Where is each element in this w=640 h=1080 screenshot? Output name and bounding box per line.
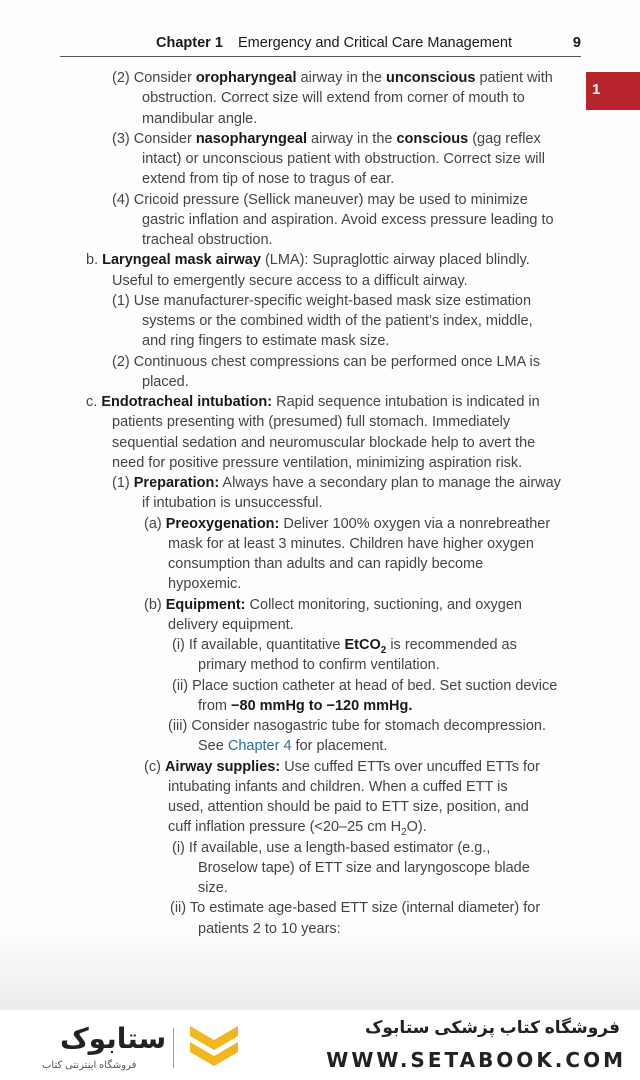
text-run: oropharyngeal	[195, 70, 297, 86]
text-run: Preoxygenation:	[165, 515, 280, 532]
text-run: patient with	[475, 70, 553, 86]
text-run: Supraglottic airway placed blindly.	[312, 252, 530, 269]
text-line	[142, 109, 257, 129]
text-run: c.	[86, 394, 102, 410]
chevron-logo-icon	[186, 1022, 242, 1072]
chapter-link[interactable]: Chapter 4	[227, 738, 292, 755]
text-run: hypoxemic.	[168, 576, 242, 593]
text-run: Airway supplies:	[164, 758, 281, 775]
text-line	[168, 777, 508, 797]
text-run: intubating infants and children. When a cuffed ETT is	[168, 778, 508, 795]
text-line	[142, 88, 525, 108]
text-line	[198, 655, 440, 675]
text-run: b.	[86, 252, 103, 269]
text-run: (1) Use manufacturer-specific weight-based mask size estimation	[112, 292, 532, 309]
text-line	[142, 331, 389, 351]
text-line	[198, 858, 530, 878]
text-line	[112, 129, 541, 149]
text-line	[168, 534, 534, 554]
text-line	[142, 149, 545, 169]
text-run: for placement.	[291, 738, 388, 755]
text-run: See	[198, 738, 228, 755]
text-run: (gag reflex	[468, 130, 541, 147]
text-line	[142, 311, 533, 331]
text-run: Endotracheal intubation:	[101, 394, 273, 410]
text-run: need for positive pressure ventilation, minimizing aspiration risk.	[112, 454, 523, 471]
text-line	[112, 433, 535, 453]
text-run: size.	[198, 880, 228, 896]
text-run: cuff inflation pressure (<20–25 cm H	[168, 819, 402, 836]
text-line	[112, 352, 540, 372]
text-run: (iii) Consider nasogastric tube for stomach decompression.	[168, 718, 546, 734]
chapter-label: Chapter 1	[156, 35, 223, 51]
text-line	[112, 190, 528, 210]
text-run: (i) If available, use a length-based estimator (e.g.,	[172, 839, 491, 856]
text-run: if intubation is unsuccessful.	[142, 495, 323, 512]
text-run: consumption than adults and can rapidly become	[168, 556, 484, 572]
text-line	[172, 838, 490, 858]
page-number: 9	[572, 35, 581, 51]
text-line	[142, 493, 323, 513]
text-line	[112, 68, 553, 88]
text-line	[198, 736, 387, 756]
text-run: (c)	[144, 758, 165, 775]
text-line	[172, 676, 557, 696]
text-run: (3) Consider	[112, 130, 196, 147]
text-run: (1)	[112, 475, 134, 491]
text-run: (ii) Place suction catheter at head of bed. Set suction device	[172, 677, 558, 694]
text-line	[112, 473, 561, 493]
text-line	[86, 250, 530, 270]
text-run: Equipment:	[165, 596, 246, 613]
text-run: obstruction. Correct size will extend from corner of mouth to	[142, 90, 525, 107]
text-run: sequential sedation and neuromuscular blockade help to avert the	[112, 434, 536, 451]
text-line	[86, 392, 540, 412]
text-run: 2	[380, 644, 387, 656]
text-line	[112, 453, 522, 473]
text-run: (b)	[144, 596, 166, 613]
store-logo-subtitle: فروشگاه اینترنتی کتاب	[42, 1060, 137, 1071]
text-run: unconscious	[386, 70, 476, 86]
text-run: delivery equipment.	[168, 616, 294, 633]
text-run: patients 2 to 10 years:	[198, 920, 341, 937]
text-run: patients presenting with (presumed) full stomach. Immediately	[112, 414, 511, 431]
text-run: (2) Continuous chest compressions can be performed once LMA is	[112, 353, 540, 370]
text-run: Preparation:	[133, 475, 220, 491]
text-run: O).	[406, 819, 427, 836]
store-website[interactable]: WWW.SETABOOK.COM	[326, 1048, 626, 1072]
text-run: placed.	[142, 373, 189, 390]
text-line	[142, 169, 394, 189]
text-run: primary method to confirm ventilation.	[198, 657, 440, 674]
text-run: from	[198, 697, 232, 714]
text-run: (LMA):	[260, 252, 313, 269]
text-line	[144, 757, 540, 777]
store-logo-wordmark: ستابوک	[60, 1022, 167, 1055]
text-run: airway in the	[296, 70, 386, 86]
text-line	[142, 372, 189, 392]
text-run: gastric inflation and aspiration. Avoid excess pressure leading to	[142, 211, 554, 228]
text-run: EtCO	[344, 637, 381, 653]
text-run: (2) Consider	[112, 70, 196, 86]
text-run: Always have a secondary plan to manage the airway	[219, 475, 561, 491]
text-run: 2	[401, 827, 407, 839]
text-line	[144, 595, 522, 615]
page-bottom-shadow	[0, 930, 640, 1010]
text-run: (a)	[144, 515, 166, 532]
text-run: Collect monitoring, suctioning, and oxygen	[245, 596, 522, 613]
text-line	[168, 797, 529, 817]
text-run: Deliver 100% oxygen via a nonrebreather	[279, 515, 551, 532]
text-line	[112, 271, 468, 291]
text-line	[112, 291, 531, 311]
text-line	[198, 919, 341, 939]
text-run: is recommended as	[386, 637, 517, 653]
text-run: airway in the	[307, 130, 397, 147]
text-line	[198, 878, 228, 898]
text-line	[142, 230, 273, 250]
text-line	[144, 514, 550, 534]
logo-divider	[173, 1028, 174, 1068]
text-line	[142, 210, 554, 230]
text-run: conscious	[396, 130, 469, 147]
text-run: and ring fingers to estimate mask size.	[142, 333, 390, 350]
text-run: tracheal obstruction.	[142, 232, 273, 248]
text-line	[168, 574, 241, 594]
text-run: used, attention should be paid to ETT size, position, and	[168, 799, 529, 815]
text-run: Laryngeal mask airway	[102, 252, 261, 269]
text-run: Rapid sequence intubation is indicated in	[272, 394, 540, 410]
text-run: Use cuffed ETTs over uncuffed ETTs for	[280, 758, 540, 775]
text-run: mask for at least 3 minutes. Children have higher oxygen	[168, 535, 534, 552]
text-run: (i) If available, quantitative	[172, 637, 345, 653]
text-line	[170, 898, 540, 918]
text-line	[198, 696, 412, 716]
text-run: nasopharyngeal	[195, 130, 308, 147]
text-run: systems or the combined width of the patient’s index, middle,	[142, 313, 533, 329]
store-footer-banner	[0, 1010, 640, 1080]
text-run: (4) Cricoid pressure (Sellick maneuver) may be used to minimize	[112, 191, 528, 208]
text-run: Useful to emergently secure access to a difficult airway.	[112, 272, 468, 289]
chapter-tab-number: 1	[592, 81, 601, 98]
text-run: −80 mmHg to −120 mmHg.	[231, 697, 413, 714]
text-run: extend from tip of nose to tragus of ear.	[142, 171, 395, 188]
store-name: فروشگاه کتاب پزشکی ستابوک	[364, 1018, 620, 1037]
running-head	[60, 34, 581, 57]
text-line	[168, 615, 294, 635]
text-line	[168, 554, 483, 574]
text-line	[168, 716, 546, 736]
text-run: intact) or unconscious patient with obstruction. Correct size will	[142, 151, 545, 167]
chapter-thumb-tab	[586, 72, 640, 110]
text-run: mandibular angle.	[142, 110, 258, 127]
text-run: Broselow tape) of ETT size and laryngoscope blade	[198, 859, 530, 876]
text-run: (ii) To estimate age-based ETT size (internal diameter) for	[170, 900, 541, 917]
chapter-title: Emergency and Critical Care Management	[238, 35, 513, 51]
text-line	[112, 412, 510, 432]
